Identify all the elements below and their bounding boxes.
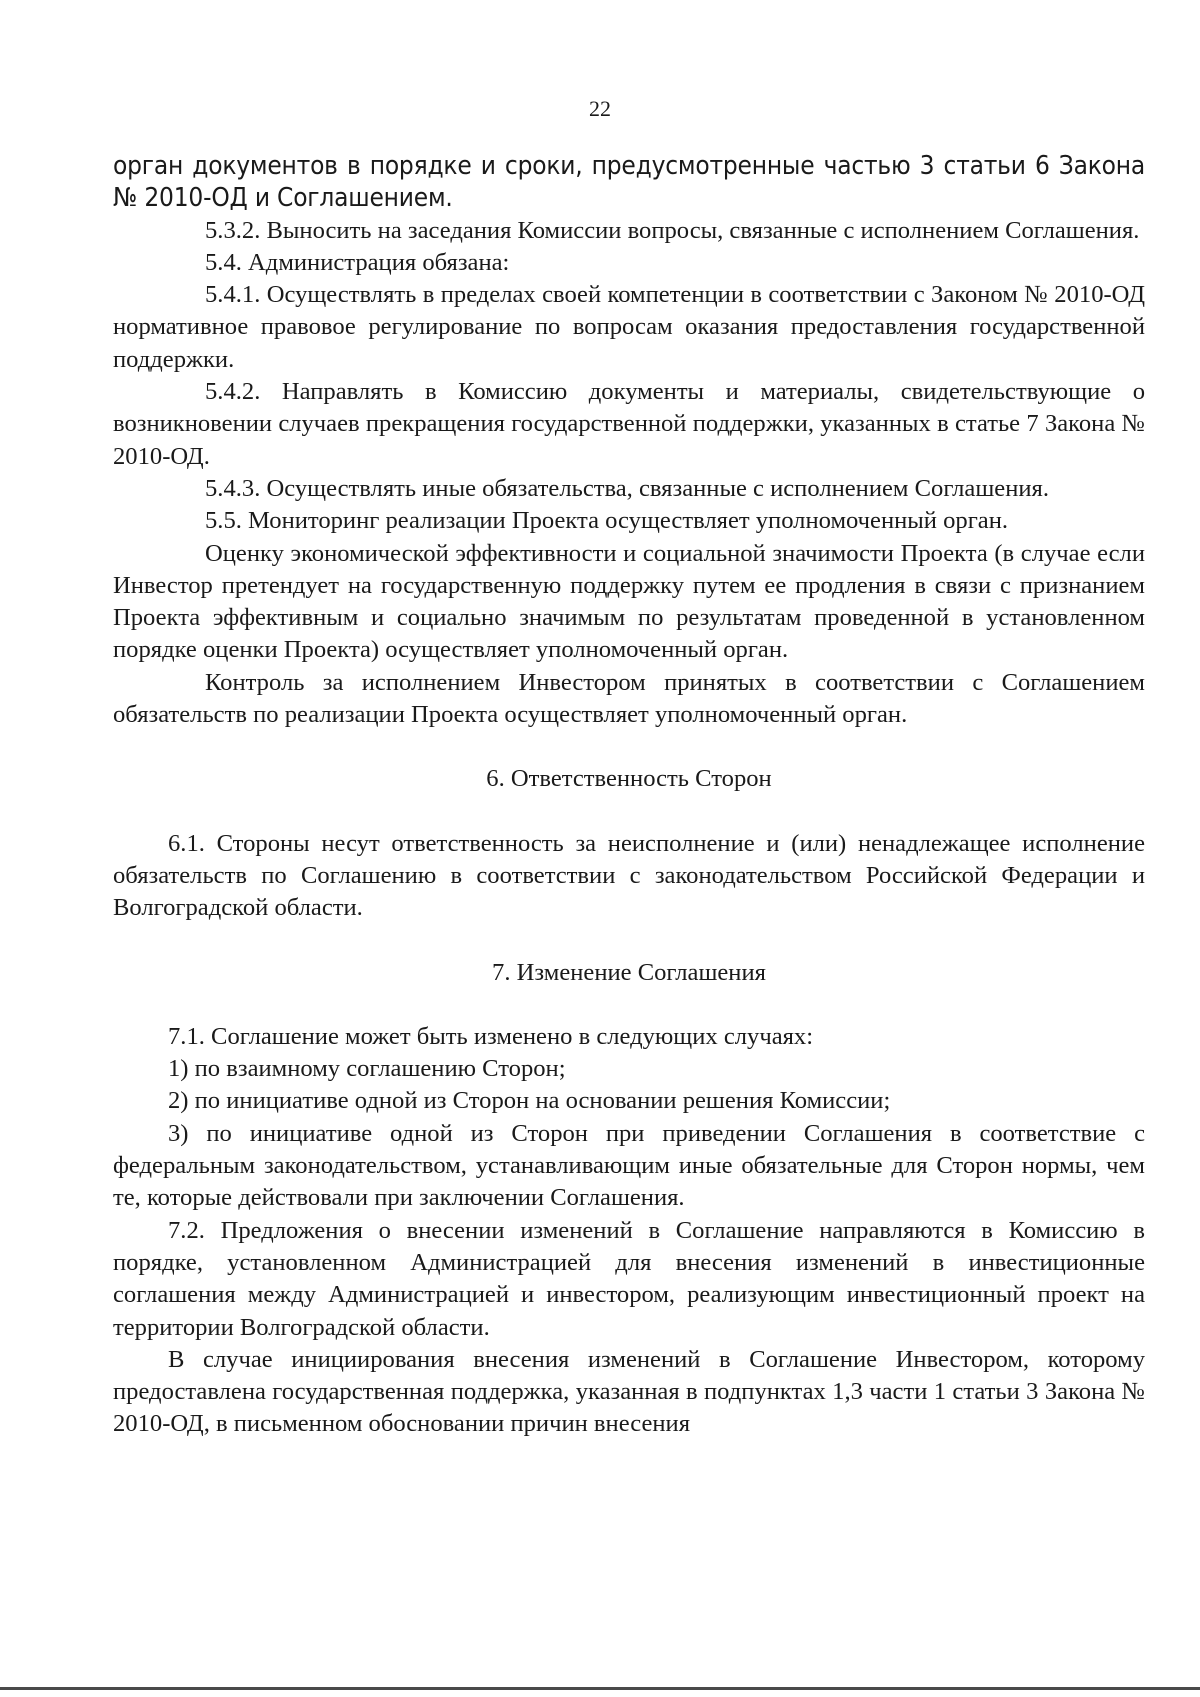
- list-item-1: 1) по взаимному соглашению Сторон;: [168, 1055, 566, 1083]
- section-heading-6: 6. Ответственность Сторон: [486, 765, 772, 793]
- paragraph-5-4: 5.4. Администрация обязана:: [205, 248, 510, 276]
- spacer: [113, 989, 1145, 1021]
- list-item-2: 2) по инициативе одной из Сторон на основании решения Комиссии;: [168, 1087, 891, 1115]
- paragraph-initiation: В случае инициирования внесения изменений в Соглашение Инвестором, которому предоставлена государственная поддержка, указанная в подпунктах 1,3 части 1 статьи 3 Закона № 2010-ОД, в письменном обосновании причин внесения: [113, 1345, 1145, 1438]
- paragraph-7-1: 7.1. Соглашение может быть изменено в следующих случаях:: [168, 1022, 814, 1050]
- paragraph-6-1: 6.1. Стороны несут ответственность за неисполнение и (или) ненадлежащее исполнение обязательств по Соглашению в соответствии с законодательством Российской Федерации и Волгоградской области.: [113, 829, 1145, 922]
- paragraph-control: Контроль за исполнением Инвестором принятых в соответствии с Соглашением обязательств по реализации Проекта осуществляет уполномоченный орган.: [113, 668, 1145, 729]
- spacer: [113, 731, 1145, 763]
- paragraph-5-4-2: 5.4.2. Направлять в Комиссию документы и материалы, свидетельствующие о возникновении случаев прекращения государственной поддержки, указанных в статье 7 Закона № 2010-ОД.: [113, 378, 1145, 470]
- paragraph-5-3-2: 5.3.2. Выносить на заседания Комиссии вопросы, связанные с исполнением Соглашения.: [205, 216, 1140, 244]
- paragraph-continuation: орган документов в порядке и сроки, предусмотренные частью 3 статьи 6 Закона № 2010-ОД и Соглашением.: [113, 151, 1145, 214]
- document-body: [113, 150, 1145, 1441]
- bottom-scan-edge: [0, 1687, 1200, 1690]
- section-heading-7: 7. Изменение Соглашения: [492, 958, 766, 986]
- paragraph-5-5: 5.5. Мониторинг реализации Проекта осуществляет уполномоченный орган.: [205, 507, 1009, 535]
- paragraph-7-2: 7.2. Предложения о внесении изменений в Соглашение направляются в Комиссию в порядке, установленном Администрацией для внесения изменений в инвестиционные соглашения между Администрацией и инвестором, реализующим инвестиционный проект на территории Волгоградской области.: [113, 1216, 1145, 1341]
- spacer: [113, 925, 1145, 957]
- paragraph-5-4-1: 5.4.1. Осуществлять в пределах своей компетенции в соответствии с Законом № 2010-ОД нормативное правовое регулирование по вопросам оказания предоставления государственной поддержки.: [113, 281, 1145, 373]
- page-number: 22: [589, 96, 611, 121]
- spacer: [113, 796, 1145, 828]
- paragraph-5-4-3: 5.4.3. Осуществлять иные обязательства, связанные с исполнением Соглашения.: [205, 474, 1049, 502]
- list-item-3: 3) по инициативе одной из Сторон при приведении Соглашения в соответствие с федеральным законодательством, устанавливающим иные обязательные для Сторон нормы, чем те, которые действовали при заключении Соглашения.: [113, 1119, 1145, 1212]
- paragraph-evaluation: Оценку экономической эффективности и социальной значимости Проекта (в случае если Инвестор претендует на государственную поддержку путем ее продления в связи с признанием Проекта эффективным и социально значимым по результатам проведенной в установленном порядке оценки Проекта) осуществляет уполномоченный орган.: [113, 539, 1145, 664]
